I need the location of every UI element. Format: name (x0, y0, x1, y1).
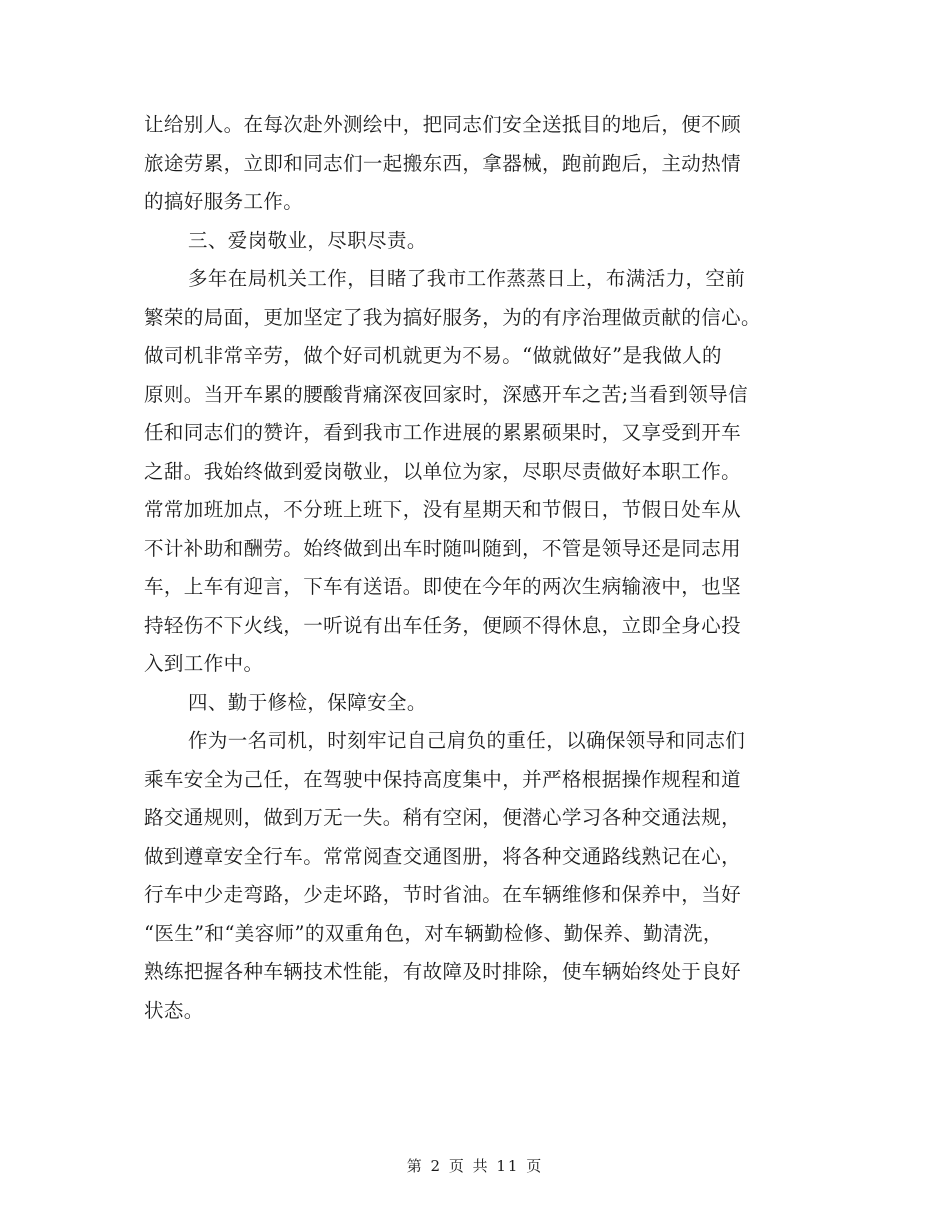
text-line: 熟练把握各种车辆技术性能，有故障及时排除，使车辆始终处于良好 (144, 960, 742, 983)
text-line: 繁荣的局面，更加坚定了我为搞好服务，为的有序治理做贡献的信心。 (144, 305, 761, 329)
text-line: 行车中少走弯路，少走坏路，节时省油。在车辆维修和保养中，当好 (144, 883, 742, 906)
section-heading: 三、爱岗敬业，尽职尽责。 (188, 228, 427, 252)
text-line: 入到工作中。 (144, 652, 264, 675)
text-line: 原则。当开车累的腰酸背痛深夜回家时，深感开车之苦;当看到领导信 (144, 382, 748, 406)
text-line: 乘车安全为己任，在驾驶中保持高度集中，并严格根据操作规程和道 (144, 767, 742, 791)
text-line: 路交通规则，做到万无一失。稍有空闲，便潜心学习各种交通法规， (144, 806, 742, 829)
page-footer: 第 2 页 共 11 页 (406, 1157, 544, 1175)
text-line: 做司机非常辛劳，做个好司机就更为不易。“做就做好”是我做人的 (144, 344, 722, 367)
text-line: 不计补助和酬劳。始终做到出车时随叫随到，不管是领导还是同志用 (144, 536, 742, 560)
text-line: 之甜。我始终做到爱岗敬业，以单位为家，尽职尽责做好本职工作。 (144, 459, 742, 483)
paragraph-start: 多年在局机关工作，目睹了我市工作蒸蒸日上，布满活力，空前 (188, 267, 746, 290)
text-line: 状态。 (144, 998, 204, 1022)
paragraph-start: 作为一名司机，时刻牢记自己肩负的重任，以确保领导和同志们 (188, 729, 746, 752)
text-line: 常常加班加点，不分班上班下，没有星期天和节假日，节假日处车从 (144, 498, 742, 521)
text-line: 的搞好服务工作。 (144, 190, 304, 213)
text-line: 任和同志们的赞许，看到我市工作进展的累累硕果时，又享受到开车 (144, 421, 742, 444)
text-line: 车，上车有迎言，下车有送语。即使在今年的两次生病输液中，也坚 (144, 575, 742, 598)
document-body (144, 106, 808, 1030)
text-line: 让给别人。在每次赴外测绘中，把同志们安全送抵目的地后，便不顾 (144, 113, 742, 136)
text-line: “医生”和“美容师”的双重角色，对车辆勤检修、勤保养、勤清洗， (144, 921, 723, 945)
text-line: 持轻伤不下火线，一听说有出车任务，便顾不得休息，立即全身心投 (144, 613, 742, 637)
text-line: 旅途劳累，立即和同志们一起搬东西，拿器械，跑前跑后，主动热情 (144, 151, 742, 175)
text-line: 做到遵章安全行车。常常阅查交通图册，将各种交通路线熟记在心， (144, 844, 742, 868)
section-heading: 四、勤于修检，保障安全。 (188, 690, 427, 714)
